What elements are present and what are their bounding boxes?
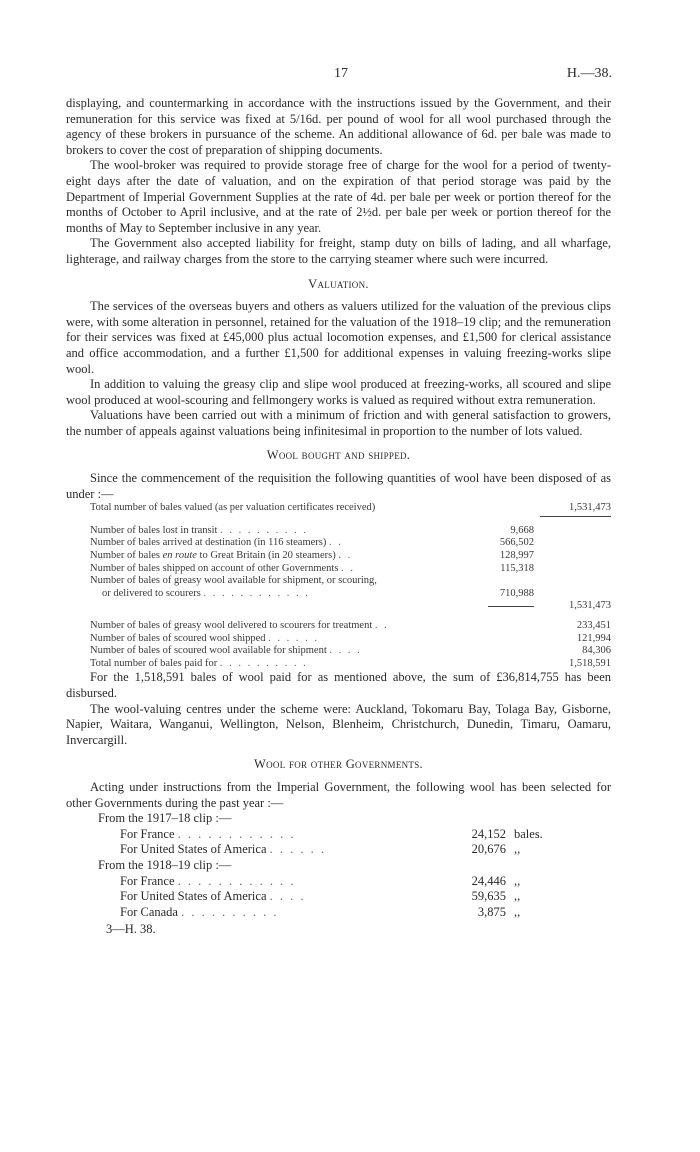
leader-dots: . . . . . . . . . . [220,524,308,536]
leader-dots: . . [341,562,355,574]
item-label: For France [120,826,175,841]
table-row [90,575,611,600]
row-label: Total number of bales paid for [90,657,218,669]
row-label: Number of bales arrived at destination (in 116 steamers) [90,537,327,549]
document-body [66,96,611,938]
item-label: For France [120,873,175,888]
leader-dots: . . . . . . . . . . . . [177,873,296,888]
row-label: Number of bales lost in transit [90,524,218,536]
row-value: 233,451 [576,620,611,631]
row-total: 1,531,473 [569,600,611,612]
list-heading: From the 1917–18 clip :— [98,811,232,826]
leader-dots: . . . . . . [268,632,320,644]
item-quantity: 20,676 [471,842,506,857]
leader-dots: . . . . . . [269,842,326,857]
row-value: 84,306 [582,645,611,657]
table-row [90,502,611,515]
paragraph: Valuations have been carried out with a minimum of friction and with general satisfaction to growers, the number of appeals against valuations being infinitesimal in proportion to the number of lots valued. [66,408,611,438]
bales-table [90,502,611,670]
item-unit: ,, [514,873,521,888]
paragraph: The wool-broker was required to provide storage free of charge for the wool for a period of twenty-eight days after the date of valuation, and on the expiration of that period storage was paid by the Department of Imperial Government Supplies at the rate of 4d. per bale per week or portion thereof for the months of October to April inclusive, and at the rate of 2½d. per bale per week or portion thereof for the months of May to September inclusive in any year. [66,158,611,235]
row-label: Number of bales of scoured wool available for shipment [90,645,327,657]
allocation-list [98,811,611,920]
row-value: 121,994 [576,632,611,644]
list-item [98,827,611,843]
signature-mark: 3—H. 38. [106,922,156,937]
item-label: For Canada [120,904,178,919]
leader-dots: . . . . [329,645,362,657]
item-label: For United States of America [120,842,267,857]
table-row [90,645,611,658]
row-label: or delivered to scourers [102,587,201,599]
leader-dots: . . [329,537,343,549]
table-row [90,525,611,538]
row-value: 566,502 [499,537,534,549]
row-label: Number of bales shipped on account of other Governments [90,562,339,574]
leader-dots: . . . . . . . . . . . . [177,826,296,841]
row-label: Number of bales of greasy wool available for shipment, or scouring, [90,575,377,587]
row-value: 710,988 [499,587,534,599]
paragraph: For the 1,518,591 bales of wool paid for as mentioned above, the sum of £36,814,755 has been disbursed. [66,670,611,700]
list-item [98,842,611,858]
row-value: 128,997 [499,550,534,562]
row-label-italic: en route [162,550,197,562]
leader-dots: . . . . . . . . . . [181,904,279,919]
table-row [90,550,611,563]
item-quantity: 24,446 [471,873,506,888]
row-value: 1,518,591 [569,657,611,669]
item-unit: bales. [514,826,543,841]
paragraph: Since the commencement of the requisition the following quantities of wool have been disposed of as under :— [66,471,611,501]
item-label: For United States of America [120,889,267,904]
leader-dots: . . . . [269,889,306,904]
leader-dots: . . . . . . . . . . . . [203,587,310,599]
table-row-total [90,600,611,613]
item-quantity: 3,875 [477,904,506,919]
list-item [98,874,611,890]
row-label: Number of bales of scoured wool shipped [90,632,266,644]
row-value: 1,531,473 [569,502,611,514]
item-unit: ,, [514,842,521,857]
item-quantity: 24,152 [471,826,506,841]
table-row [90,563,611,576]
item-quantity: 59,635 [471,889,506,904]
paragraph: In addition to valuing the greasy clip and slipe wool produced at freezing-works, all scoured and slipe wool produced at wool-scouring and fellmongery works is valued as required without extra remuneration. [66,377,611,407]
row-value: 9,668 [510,524,534,536]
list-heading: From the 1918–19 clip :— [98,857,232,872]
row-label: Total number of bales valued (as per valuation certificates received) [90,502,376,514]
document-reference: H.—38. [566,66,612,81]
list-item [98,889,611,905]
paragraph: The wool-valuing centres under the scheme were: Auckland, Tokomaru Bay, Tolaga Bay, Gisborne, Napier, Waitara, Wanganui, Wellington, Nelson, Blenheim, Christchurch, Dunedin, Timaru, Oamaru, Invercargill. [66,701,611,747]
section-heading-valuation: Valuation. [308,276,369,291]
row-label: Number of bales of greasy wool delivered to scourers for treatment [90,620,373,631]
paragraph: The services of the overseas buyers and others as valuers utilized for the valuation of the previous clips were, with some alteration in personnel, retained for the valuation of the 1918–19 clip; and the remuneration for their services was fixed at £45,000 plus actual locomotion expenses, and £1,500 for clerical assistance and office accommodation, and a further £1,500 for additional expenses in valuing freezing-works slipe wool. [66,299,611,376]
leader-dots: . . [338,550,353,562]
list-item [98,905,611,921]
paragraph: displaying, and countermarking in accordance with the instructions issued by the Government, and their remuneration for this service was fixed at 5/16d. per pound of wool for all wool purchased through the agency of these brokers in pursuance of the scheme. An additional allowance of 6d. per bale was made to brokers to cover the cost of preparation of shipping documents. [66,96,611,157]
table-row [90,633,611,646]
leader-dots: . . [374,620,389,631]
leader-dots: . . . . . . . . . . [219,657,308,669]
paragraph: The Government also accepted liability for freight, stamp duty on bills of lading, and all wharfage, lighterage, and railway charges from the store to the carrying steamer where such were incurred. [66,236,611,266]
table-row [90,658,611,671]
paragraph: Acting under instructions from the Imperial Government, the following wool has been selected for other Governments during the past year :— [66,779,611,810]
row-label: Number of bales [90,550,163,562]
section-heading-other-governments: Wool for other Governments. [254,757,423,772]
total-rule [540,516,611,517]
item-unit: ,, [514,889,521,904]
table-row [90,537,611,550]
row-label: to Great Britain (in 20 steamers) [196,550,336,562]
section-heading-wool-bought: Wool bought and shipped. [266,448,411,463]
row-value: 115,318 [500,562,534,574]
subtotal-rule [488,606,534,607]
item-unit: ,, [514,904,521,919]
table-row [90,620,611,633]
page-number: 17 [334,66,348,81]
